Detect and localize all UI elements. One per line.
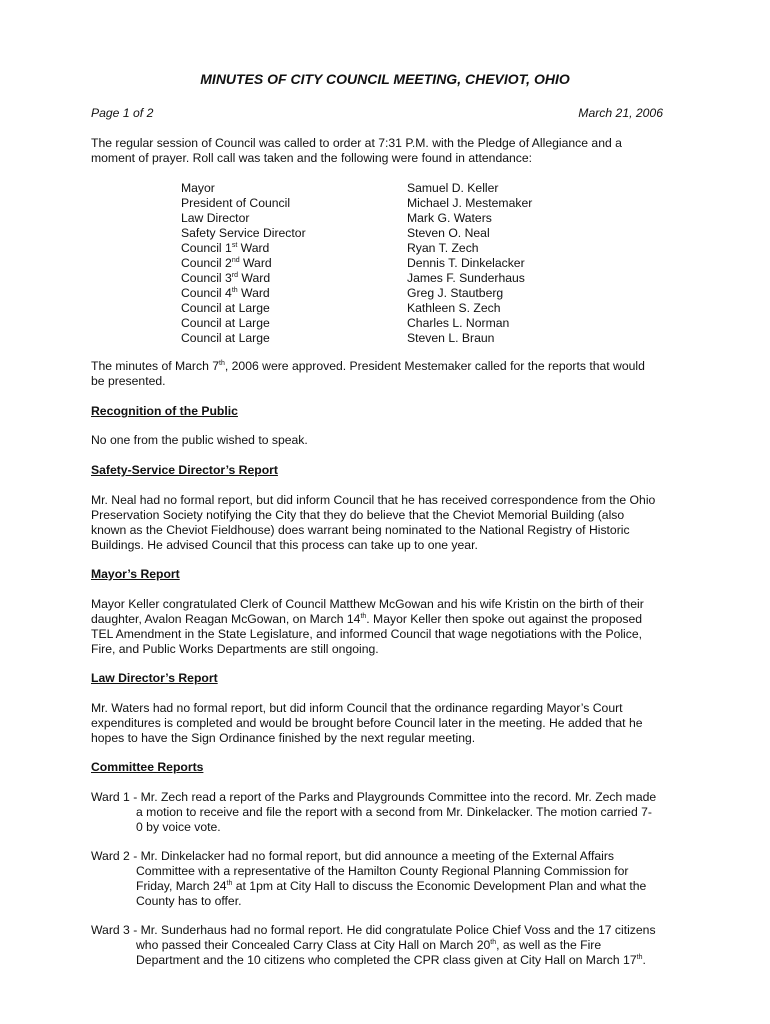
attendance-role: Council at Large <box>181 331 270 345</box>
mayor-paragraph: Mayor Keller congratulated Clerk of Council Matthew McGowan and his wife Kristin on the birth of their daughter, Avalon Reagan McGowan, on March 14th. Mayor Keller then spoke out against the proposed TEL Amendment in the State Legislature, and informed Council that wage negotiations with the Police, Fire, and Public Works Departments are still ongoing. <box>91 597 644 656</box>
attendance-name: Dennis T. Dinkelacker <box>407 256 525 270</box>
attendance-role: Council 4 <box>181 286 232 300</box>
attendance-role: Council at Large <box>181 301 270 315</box>
meeting-date: March 21, 2006 <box>578 106 663 120</box>
attendance-role: Council 3 <box>181 271 232 285</box>
section-heading-committee: Committee Reports <box>91 760 204 774</box>
attendance-role-suffix: Ward <box>238 271 271 285</box>
public-paragraph: No one from the public wished to speak. <box>91 433 308 447</box>
law-paragraph: Mr. Waters had no formal report, but did inform Council that the ordinance regarding Mayor’s Court expenditures is completed and would be brought before Council later in the meeting. He added that he hopes to have the Sign Ordinance finished by the next regular meeting. <box>91 701 643 745</box>
ordinal-suffix: th <box>490 939 497 946</box>
ward-2-report: Ward 2 - Mr. Dinkelacker had no formal report, but did announce a meeting of the External Affairs Committee with a representative of the Hamilton County Regional Planning Commission for Friday, March 24th at 1pm at City Hall to discuss the Economic Development Plan and what the County has to offer. <box>91 849 647 908</box>
attendance-name: Samuel D. Keller <box>407 181 499 195</box>
minutes-approval-paragraph: The minutes of March 7th, 2006 were approved. President Mestemaker called for the reports that would be presented. <box>91 359 645 388</box>
ordinal-suffix: st <box>231 242 238 249</box>
attendance-row <box>181 241 581 256</box>
ordinal-suffix: th <box>360 613 367 620</box>
attendance-role: Council at Large <box>181 316 270 330</box>
attendance-name: James F. Sunderhaus <box>407 271 525 285</box>
attendance-name: Greg J. Stautberg <box>407 286 504 300</box>
section-heading-safety: Safety-Service Director’s Report <box>91 463 278 477</box>
attendance-role: Mayor <box>181 181 215 195</box>
attendance-role: Law Director <box>181 211 250 225</box>
section-heading-public: Recognition of the Public <box>91 404 238 418</box>
attendance-row <box>181 271 581 286</box>
attendance-row <box>181 256 581 271</box>
attendance-row <box>181 181 581 196</box>
page-number: Page 1 of 2 <box>91 106 154 120</box>
attendance-role-suffix: Ward <box>237 286 270 300</box>
attendance-role: Safety Service Director <box>181 226 306 240</box>
section-heading-mayor: Mayor’s Report <box>91 567 180 581</box>
ward-3-report: Ward 3 - Mr. Sunderhaus had no formal report. He did congratulate Police Chief Voss and the 17 citizens who passed their Concealed Carry Class at City Hall on March 20th, as well as the Fire Department and the 10 citizens who completed the CPR class given at City Hall on March 17th. <box>91 923 656 967</box>
ward-1-report: Ward 1 - Mr. Zech read a report of the Parks and Playgrounds Committee into the record. Mr. Zech made a motion to receive and file the report with a second from Mr. Dinkelacker. The motion carried 7- 0 by voice vote. <box>91 790 657 834</box>
ordinal-suffix: th <box>636 954 643 961</box>
ordinal-suffix: nd <box>231 257 240 264</box>
section-heading-law: Law Director’s Report <box>91 671 218 685</box>
attendance-role: Council 2 <box>181 256 232 270</box>
attendance-name: Mark G. Waters <box>407 211 492 225</box>
attendance-name: Ryan T. Zech <box>407 241 479 255</box>
intro-line: moment of prayer. Roll call was taken and the following were found in attendance: <box>91 151 533 165</box>
attendance-list <box>181 181 581 346</box>
attendance-row <box>181 331 581 346</box>
attendance-name: Michael J. Mestemaker <box>407 196 533 210</box>
attendance-name: Charles L. Norman <box>407 316 510 330</box>
attendance-role: President of Council <box>181 196 291 210</box>
attendance-row <box>181 286 581 301</box>
attendance-row <box>181 211 581 226</box>
ordinal-suffix: rd <box>231 272 239 279</box>
attendance-role-suffix: Ward <box>239 256 272 270</box>
attendance-name: Kathleen S. Zech <box>407 301 501 315</box>
ordinal-suffix: th <box>219 360 225 367</box>
attendance-role: Council 1 <box>181 241 232 255</box>
attendance-row <box>181 196 581 211</box>
page-title: MINUTES OF CITY COUNCIL MEETING, CHEVIOT, OHIO <box>200 71 570 87</box>
attendance-name: Steven O. Neal <box>407 226 490 240</box>
intro-line: The regular session of Council was called to order at 7:31 P.M. with the Pledge of Allegiance and a <box>91 136 622 150</box>
page-meta <box>91 106 663 121</box>
attendance-row <box>181 316 581 331</box>
intro-paragraph <box>91 136 681 166</box>
attendance-row <box>181 301 581 316</box>
safety-paragraph: Mr. Neal had no formal report, but did inform Council that he has received correspondence from the Ohio Preservation Society notifying the City that they do believe that the Cheviot Memorial Building (also known as the Cheviot Fieldhouse) does warrant being nominated to the National Registry of Historic Buildings. He advised Council that this process can take up to one year. <box>91 493 656 552</box>
ordinal-suffix: th <box>231 287 238 294</box>
attendance-name: Steven L. Braun <box>407 331 495 345</box>
ordinal-suffix: th <box>226 880 233 887</box>
attendance-role-suffix: Ward <box>237 241 270 255</box>
attendance-row <box>181 226 581 241</box>
